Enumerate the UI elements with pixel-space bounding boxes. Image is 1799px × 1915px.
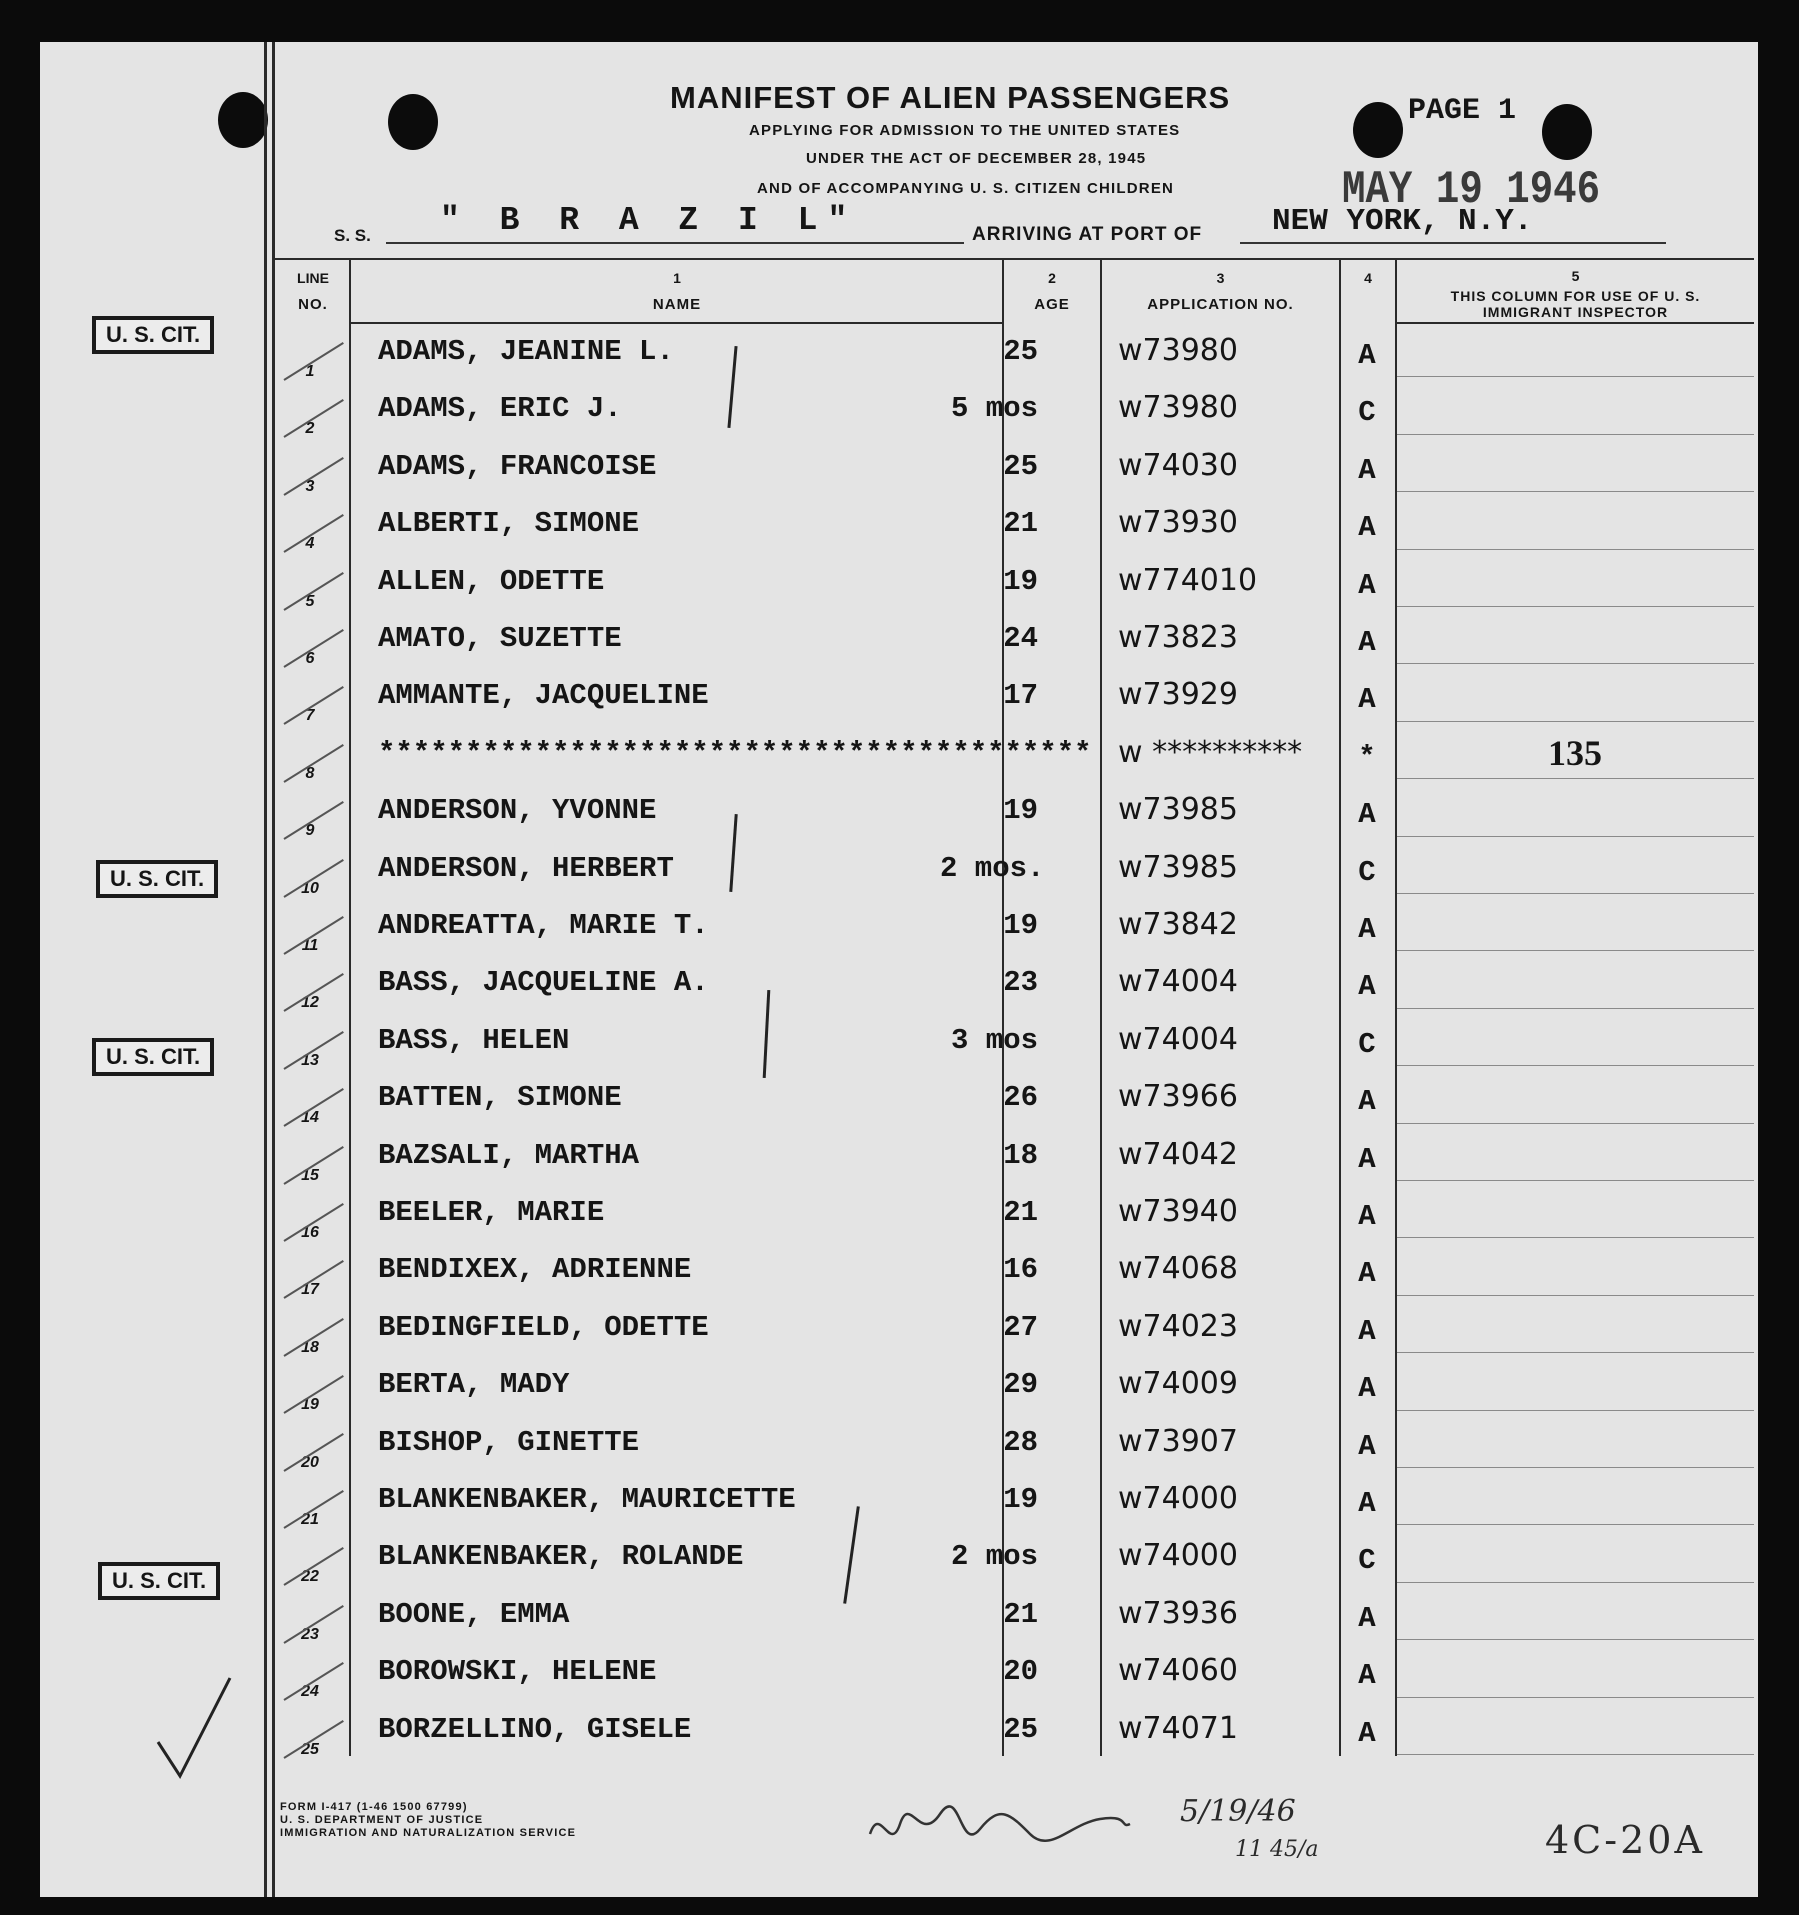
class-code: C xyxy=(1358,1544,1376,1578)
margin-rule xyxy=(264,42,267,1897)
passenger-name: ALLEN, ODETTE xyxy=(378,564,605,598)
col-num: 2 xyxy=(1048,270,1056,286)
check-mark-icon xyxy=(150,1672,240,1782)
col-num: 3 xyxy=(1216,270,1225,286)
punch-hole xyxy=(218,92,268,148)
row-rule xyxy=(1397,1180,1754,1181)
handwritten-date: 5/19/46 xyxy=(1180,1794,1296,1829)
row-rule xyxy=(1397,1008,1754,1009)
passenger-age: 17 xyxy=(1003,679,1038,713)
row-rule xyxy=(1397,491,1754,492)
subtitle-line-1: APPLYING FOR ADMISSION TO THE UNITED STATES xyxy=(749,122,1181,139)
date-stamp: MAY 19 1946 xyxy=(1342,164,1601,216)
col-head-name xyxy=(352,270,1002,313)
punch-hole xyxy=(1353,102,1403,158)
passenger-name: BLANKENBAKER, MAURICETTE xyxy=(378,1483,796,1516)
class-code: A xyxy=(1358,913,1376,946)
family-bracket-mark xyxy=(763,990,771,1078)
application-number: w74004 xyxy=(1118,1021,1238,1057)
passenger-age: 25 xyxy=(1003,335,1038,368)
col-label: APPLICATION NO. xyxy=(1147,296,1294,313)
passenger-age: 19 xyxy=(1003,794,1038,828)
passenger-age: 23 xyxy=(1003,966,1038,1000)
passenger-name: BASS, JACQUELINE A. xyxy=(378,966,709,1000)
row-rule xyxy=(1397,721,1754,722)
passenger-name: ALBERTI, SIMONE xyxy=(378,507,640,541)
col-label: AGE xyxy=(1034,296,1070,313)
line-number: 17 xyxy=(301,1281,319,1299)
class-code: A xyxy=(1358,1487,1376,1520)
header-bottom-rule xyxy=(349,322,1004,324)
handwritten-reference: 4C-20A xyxy=(1545,1818,1705,1862)
family-bracket-mark xyxy=(727,346,737,428)
passenger-name: BLANKENBAKER, ROLANDE xyxy=(378,1540,744,1574)
passenger-name: BATTEN, SIMONE xyxy=(378,1081,622,1115)
column-divider xyxy=(349,258,351,1756)
manifest-sheet xyxy=(40,42,1758,1897)
class-code: A xyxy=(1358,970,1376,1004)
application-number: w74004 xyxy=(1118,964,1238,1000)
col-head-line-bottom: NO. xyxy=(298,296,328,313)
passenger-name: BISHOP, GINETTE xyxy=(378,1425,640,1459)
line-number: 25 xyxy=(301,1740,319,1758)
line-number: 12 xyxy=(301,994,319,1012)
ship-underline xyxy=(386,242,964,244)
passenger-age: 2 mos xyxy=(950,1540,1038,1574)
row-rule xyxy=(1397,376,1754,377)
line-number: 18 xyxy=(301,1338,319,1356)
class-code: A xyxy=(1358,683,1376,717)
class-code: A xyxy=(1358,1085,1376,1119)
passenger-age: 16 xyxy=(1003,1253,1038,1287)
subtitle-line-3: AND OF ACCOMPANYING U. S. CITIZEN CHILDREN xyxy=(757,180,1175,197)
row-rule xyxy=(1397,1295,1754,1296)
port-label: ARRIVING AT PORT OF xyxy=(972,224,1203,245)
application-number: w74009 xyxy=(1118,1366,1238,1402)
application-number: w ********** xyxy=(1118,734,1303,770)
row-rule xyxy=(1397,1237,1754,1238)
application-number: w74068 xyxy=(1118,1251,1238,1287)
row-rule xyxy=(1397,1410,1754,1411)
header-bottom-rule xyxy=(1397,322,1754,324)
application-number: w73985 xyxy=(1118,849,1238,885)
class-code: * xyxy=(1358,740,1376,774)
row-rule xyxy=(1397,1123,1754,1124)
subtitle-line-2: UNDER THE ACT OF DECEMBER 28, 1945 xyxy=(806,150,1147,167)
line-number: 5 xyxy=(305,592,315,610)
row-rule xyxy=(1397,950,1754,951)
class-code: A xyxy=(1358,1257,1376,1291)
line-number: 20 xyxy=(301,1453,319,1471)
class-code: A xyxy=(1358,1716,1376,1750)
passenger-age: 24 xyxy=(1003,622,1038,655)
passenger-age: 25 xyxy=(1003,449,1038,483)
passenger-name: BOROWSKI, HELENE xyxy=(378,1655,657,1689)
class-code: A xyxy=(1358,1142,1376,1176)
port-value: NEW YORK, N.Y. xyxy=(1272,204,1533,239)
passenger-name: ANDERSON, YVONNE xyxy=(378,794,657,828)
column-divider xyxy=(1339,258,1341,1756)
us-citizen-stamp: U. S. CIT. xyxy=(96,860,218,898)
col-head-line-top: LINE xyxy=(297,270,329,286)
footer-line: FORM I-417 (1-46 1500 67799) xyxy=(280,1801,468,1813)
passenger-name: BENDIXEX, ADRIENNE xyxy=(378,1253,692,1287)
passenger-age: 2 mos. xyxy=(940,851,1045,885)
passenger-age: 21 xyxy=(1003,507,1038,541)
application-number: w73842 xyxy=(1118,907,1238,942)
col-label: THIS COLUMN FOR USE OF U. S. IMMIGRANT INSPECTOR xyxy=(1450,288,1701,320)
passenger-name: ADAMS, FRANCOISE xyxy=(378,449,657,483)
manifest-title: MANIFEST OF ALIEN PASSENGERS xyxy=(670,80,1231,115)
class-code: A xyxy=(1358,339,1376,372)
passenger-name: BOONE, EMMA xyxy=(378,1597,570,1631)
port-underline xyxy=(1240,242,1666,244)
application-number: w74071 xyxy=(1118,1710,1238,1746)
col-num: 5 xyxy=(1571,268,1580,284)
handwritten-fraction: 11 45/a xyxy=(1235,1837,1319,1862)
line-number: 13 xyxy=(301,1051,319,1069)
passenger-age: 19 xyxy=(1003,564,1038,598)
col-num: 4 xyxy=(1364,270,1372,286)
footer-line: U. S. DEPARTMENT OF JUSTICE xyxy=(280,1814,484,1826)
row-rule xyxy=(1397,1697,1754,1698)
inspector-signature xyxy=(860,1794,1140,1864)
ss-label: S. S. xyxy=(334,226,371,245)
line-number: 4 xyxy=(305,535,315,553)
application-number: w73929 xyxy=(1118,677,1238,713)
passenger-age: 3 mos xyxy=(950,1023,1038,1057)
row-rule xyxy=(1397,1582,1754,1583)
family-bracket-mark xyxy=(843,1506,860,1603)
col-head-inspector xyxy=(1397,268,1754,320)
passenger-age: 25 xyxy=(1003,1712,1038,1746)
row-rule xyxy=(1397,1065,1754,1066)
application-number: w74023 xyxy=(1118,1308,1238,1344)
passenger-age: 20 xyxy=(1003,1655,1038,1689)
passenger-name: ANDREATTA, MARIE T. xyxy=(378,909,709,942)
application-number: w73980 xyxy=(1118,333,1238,368)
passenger-name: BORZELLINO, GISELE xyxy=(378,1712,692,1746)
page-number: PAGE 1 xyxy=(1408,94,1517,128)
application-number: w74000 xyxy=(1118,1538,1238,1574)
application-number: w74000 xyxy=(1118,1481,1238,1516)
table-top-rule xyxy=(272,258,1754,260)
passenger-name: AMATO, SUZETTE xyxy=(378,622,622,655)
application-number: w73980 xyxy=(1118,390,1238,426)
row-rule xyxy=(1397,1639,1754,1640)
passenger-name: BERTA, MADY xyxy=(378,1368,570,1402)
row-rule xyxy=(1397,1467,1754,1468)
line-number: 21 xyxy=(301,1511,319,1528)
passenger-name: BEELER, MARIE xyxy=(378,1196,605,1229)
punch-hole xyxy=(388,94,438,150)
passenger-age: 18 xyxy=(1003,1138,1038,1172)
row-rule xyxy=(1397,549,1754,550)
class-code: A xyxy=(1358,1200,1376,1233)
col-label: NAME xyxy=(652,296,702,313)
line-number: 7 xyxy=(305,707,315,725)
column-divider xyxy=(1100,258,1102,1756)
class-code: C xyxy=(1358,1027,1376,1061)
row-rule xyxy=(1397,434,1754,435)
class-code: C xyxy=(1358,855,1376,889)
row-rule xyxy=(1397,1524,1754,1525)
application-number: w73985 xyxy=(1118,792,1238,828)
application-number: w74060 xyxy=(1118,1653,1238,1689)
col-head-line xyxy=(280,270,346,313)
row-rule xyxy=(1397,606,1754,607)
line-number: 6 xyxy=(305,650,315,667)
row-rule xyxy=(1397,836,1754,837)
row-rule xyxy=(1397,1352,1754,1353)
line-number: 16 xyxy=(301,1224,319,1241)
class-code: A xyxy=(1358,453,1376,487)
ship-name: " B R A Z I L" xyxy=(440,202,858,239)
line-number: 11 xyxy=(301,937,319,954)
line-number: 3 xyxy=(305,477,315,495)
us-citizen-stamp: U. S. CIT. xyxy=(98,1562,220,1600)
passenger-age: 26 xyxy=(1003,1081,1038,1115)
passenger-name: BAZSALI, MARTHA xyxy=(378,1138,640,1172)
form-footer xyxy=(280,1801,576,1840)
passenger-age: 19 xyxy=(1003,1483,1038,1516)
passenger-age: 19 xyxy=(1003,909,1038,942)
line-number: 24 xyxy=(301,1683,319,1701)
row-rule xyxy=(1397,893,1754,894)
passenger-age: 29 xyxy=(1003,1368,1038,1402)
class-code: A xyxy=(1358,1372,1376,1406)
line-number: 1 xyxy=(305,363,315,380)
inspector-count: 135 xyxy=(1548,733,1602,773)
class-code: A xyxy=(1358,798,1376,832)
line-number: 14 xyxy=(301,1109,319,1127)
passenger-name: ANDERSON, HERBERT xyxy=(378,851,674,885)
line-number: 15 xyxy=(301,1166,319,1184)
application-number: w774010 xyxy=(1118,562,1258,598)
line-number: 2 xyxy=(305,420,315,438)
col-num: 1 xyxy=(673,270,681,286)
application-number: w73940 xyxy=(1118,1194,1238,1229)
application-number: w73823 xyxy=(1118,620,1238,655)
family-bracket-mark xyxy=(729,814,737,892)
passenger-name: BEDINGFIELD, ODETTE xyxy=(378,1310,709,1344)
passenger-name: ADAMS, ERIC J. xyxy=(378,392,622,426)
line-number: 19 xyxy=(301,1396,319,1414)
passenger-age: 28 xyxy=(1003,1425,1038,1459)
line-number: 23 xyxy=(301,1625,319,1643)
us-citizen-stamp: U. S. CIT. xyxy=(92,316,214,354)
col-head-age xyxy=(1004,270,1100,313)
application-number: w73930 xyxy=(1118,505,1238,541)
col-head-application xyxy=(1102,270,1339,313)
application-number: w74042 xyxy=(1118,1136,1238,1172)
margin-rule xyxy=(272,42,275,1897)
class-code: A xyxy=(1358,568,1376,602)
passenger-age: 5 mos xyxy=(950,392,1038,426)
row-rule xyxy=(1397,778,1754,779)
line-number: 10 xyxy=(301,879,319,897)
application-number: w73936 xyxy=(1118,1595,1238,1631)
passenger-age: 21 xyxy=(1003,1597,1038,1631)
class-code: A xyxy=(1358,511,1376,545)
class-code: A xyxy=(1358,1601,1376,1635)
application-number: w73966 xyxy=(1118,1079,1238,1115)
punch-hole xyxy=(1542,104,1592,160)
class-code: A xyxy=(1358,626,1376,659)
passenger-name: ADAMS, JEANINE L. xyxy=(378,335,674,368)
col-head-class xyxy=(1341,270,1395,296)
application-number: w74030 xyxy=(1118,447,1238,483)
us-citizen-stamp: U. S. CIT. xyxy=(92,1038,214,1076)
class-code: C xyxy=(1358,396,1376,430)
passenger-name: ***************************************** xyxy=(378,736,1092,770)
class-code: A xyxy=(1358,1659,1376,1693)
row-rule xyxy=(1397,663,1754,664)
line-number: 8 xyxy=(305,764,315,782)
row-rule xyxy=(1397,1754,1754,1755)
passenger-age: 21 xyxy=(1003,1196,1038,1229)
passenger-name: AMMANTE, JACQUELINE xyxy=(378,679,709,713)
passenger-name: BASS, HELEN xyxy=(378,1023,570,1057)
line-number: 22 xyxy=(301,1568,319,1586)
class-code: A xyxy=(1358,1314,1376,1348)
passenger-age: 27 xyxy=(1003,1310,1038,1344)
application-number: w73907 xyxy=(1118,1423,1238,1459)
footer-line: IMMIGRATION AND NATURALIZATION SERVICE xyxy=(280,1827,577,1839)
line-number: 9 xyxy=(305,822,315,840)
class-code: A xyxy=(1358,1429,1376,1463)
